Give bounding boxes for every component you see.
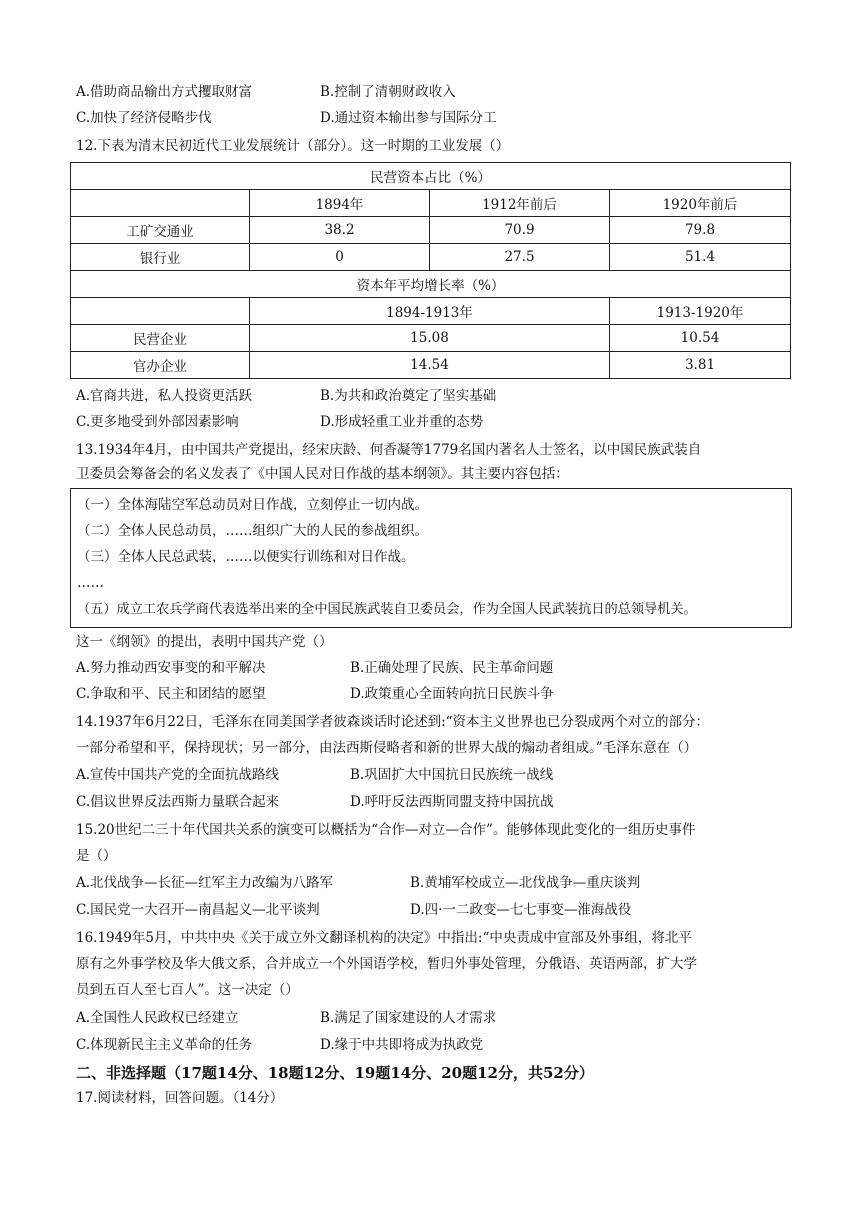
section2-header: 1913-1920年 — [610, 298, 791, 325]
table-cell: 14.54 — [250, 352, 610, 379]
q14-option-b: B.巩固扩大中国抗日民族统一战线 — [350, 767, 554, 783]
q16-stem-line1: 16.1949年5月，中共中央《关于成立外文翻译机构的决定》中指出:“中央责成中宣部及外事组，将北平 — [76, 930, 692, 946]
table-cell: 79.8 — [610, 217, 791, 244]
section2-header-blank — [71, 298, 250, 325]
industry-stats-table — [70, 162, 791, 379]
table-row — [71, 217, 791, 244]
table-cell: 15.08 — [250, 325, 610, 352]
table-row — [71, 325, 791, 352]
q11-option-b: B.控制了清朝财政收入 — [320, 84, 456, 100]
q13-option-c: C.争取和平、民主和团结的愿望 — [76, 686, 266, 702]
q15-option-d: D.四·一二政变—七七事变—淮海战役 — [410, 902, 632, 918]
q16-option-a: A.全国性人民政权已经建立 — [76, 1010, 239, 1026]
table-cell: 70.9 — [430, 217, 610, 244]
q16-option-b: B.满足了国家建设的人才需求 — [320, 1010, 497, 1026]
excerpt-line: …… — [77, 575, 104, 591]
table-cell: 10.54 — [610, 325, 791, 352]
q13-option-a: A.努力推动西安事变的和平解决 — [76, 660, 266, 676]
q16-stem-line3: 员到五百人至七百人”。这一决定（） — [76, 982, 299, 998]
table-cell: 51.4 — [610, 244, 791, 271]
section1-header: 1894年 — [250, 190, 430, 217]
row-label: 官办企业 — [71, 352, 250, 379]
section1-title: 民营资本占比（%） — [71, 163, 791, 190]
q13-option-b: B.正确处理了民族、民主革命问题 — [350, 660, 554, 676]
q14-option-c: C.倡议世界反法西斯力量联合起来 — [76, 794, 280, 810]
program-excerpt-box — [70, 488, 792, 628]
q15-option-b: B.黄埔军校成立—北伐战争—重庆谈判 — [410, 875, 641, 891]
q11-option-c: C.加快了经济侵略步伐 — [76, 110, 212, 126]
q15-stem-line2: 是（） — [76, 848, 117, 864]
section2-title: 资本年平均增长率（%） — [71, 271, 791, 298]
table-row — [71, 244, 791, 271]
section2-header: 1894-1913年 — [250, 298, 610, 325]
q13-question: 这一《纲领》的提出，表明中国共产党（） — [76, 634, 333, 650]
row-label: 工矿交通业 — [71, 217, 250, 244]
q14-option-d: D.呼吁反法西斯同盟支持中国抗战 — [350, 794, 554, 810]
q13-option-d: D.政策重心全面转向抗日民族斗争 — [350, 686, 554, 702]
q13-stem-line1: 13.1934年4月，由中国共产党提出，经宋庆龄、何香凝等1779名国内著名人士签名，以中国民族武装自 — [76, 442, 702, 458]
section1-header: 1920年前后 — [610, 190, 791, 217]
excerpt-line: （一）全体海陆空军总动员对日作战，立刻停止一切内战。 — [77, 497, 428, 513]
q15-option-c: C.国民党一大召开—南昌起义—北平谈判 — [76, 902, 320, 918]
q15-stem-line1: 15.20世纪二三十年代国共关系的演变可以概括为“合作—对立—合作”。能够体现此变化的一组历史事件 — [76, 822, 696, 838]
q15-option-a: A.北伐战争—长征—红军主力改编为八路军 — [76, 875, 334, 891]
q14-option-a: A.宣传中国共产党的全面抗战路线 — [76, 767, 280, 783]
table-cell: 0 — [250, 244, 430, 271]
q12-option-b: B.为共和政治奠定了坚实基础 — [320, 388, 497, 404]
q12-stem: 12.下表为清末民初近代工业发展统计（部分）。这一时期的工业发展（） — [76, 138, 510, 154]
q14-stem-line2: 一部分希望和平，保持现状；另一部分，由法西斯侵略者和新的世界大战的煽动者组成。”毛泽东意在（） — [76, 740, 698, 756]
row-label: 民营企业 — [71, 325, 250, 352]
q12-option-a: A.官商共进，私人投资更活跃 — [76, 388, 253, 404]
row-label: 银行业 — [71, 244, 250, 271]
q11-option-d: D.通过资本输出参与国际分工 — [320, 110, 497, 126]
q12-option-d: D.形成轻重工业并重的态势 — [320, 414, 484, 430]
excerpt-line: （五）成立工农兵学商代表选举出来的全中国民族武装自卫委员会，作为全国人民武装抗日的总领导机关。 — [77, 602, 697, 617]
excerpt-line: （三）全体人民总武装，……以便实行训练和对日作战。 — [77, 549, 415, 565]
q13-stem-line2: 卫委员会筹备会的名义发表了《中国人民对日作战的基本纲领》。其主要内容包括： — [76, 466, 569, 482]
section1-header-blank — [71, 190, 250, 217]
q17-stem: 17.阅读材料，回答问题。（14分） — [76, 1090, 284, 1106]
section2-heading: 二、非选择题（17题14分、18题12分、19题14分、20题12分，共52分） — [76, 1064, 594, 1082]
excerpt-line: （二）全体人民总动员，……组织广大的人民的参战组织。 — [77, 523, 428, 539]
table-cell: 27.5 — [430, 244, 610, 271]
table-cell: 3.81 — [610, 352, 791, 379]
q11-option-a: A.借助商品输出方式攫取财富 — [76, 84, 253, 100]
table-row — [71, 352, 791, 379]
table-cell: 38.2 — [250, 217, 430, 244]
q12-option-c: C.更多地受到外部因素影响 — [76, 414, 239, 430]
q14-stem-line1: 14.1937年6月22日，毛泽东在同美国学者彼森谈话时论述到:“资本主义世界也已分裂成两个对立的部分： — [76, 714, 710, 730]
q16-stem-line2: 原有之外事学校及华大俄文系，合并成立一个外国语学校，暂归外事处管理，分俄语、英语两部，扩大学 — [76, 956, 697, 972]
section1-header: 1912年前后 — [430, 190, 610, 217]
q16-option-d: D.缘于中共即将成为执政党 — [320, 1037, 484, 1053]
q16-option-c: C.体现新民主主义革命的任务 — [76, 1037, 253, 1053]
